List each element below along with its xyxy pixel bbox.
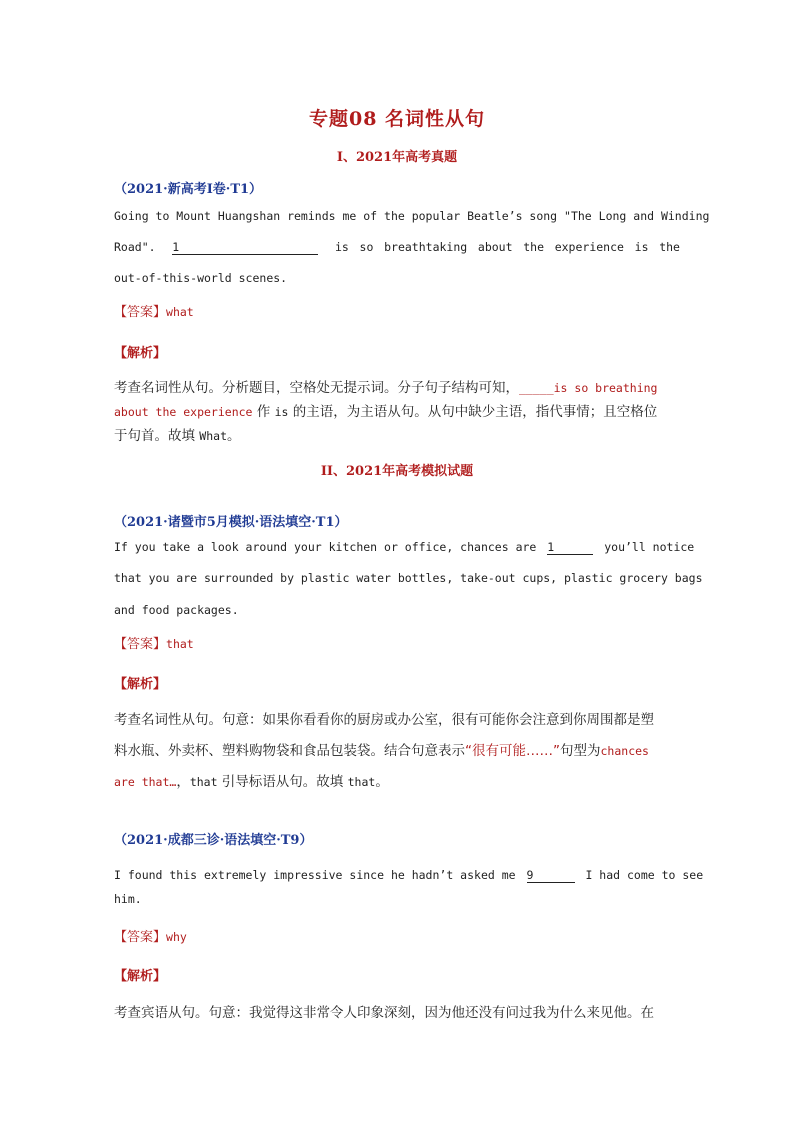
q1-line3: out-of-this-world scenes. xyxy=(114,271,288,285)
q1-source: （2021·新高考I卷·T1） xyxy=(114,182,263,197)
q2-analysis-text3b: 引导标语从句。故填 xyxy=(217,774,348,790)
q1-analysis-text3a: 于句首。故填 xyxy=(114,428,200,444)
q1-line1: Going to Mount Huangshan reminds me of the popular Beatle’s song "The Long and Winding xyxy=(114,209,710,223)
q1-analysis-red1: is so breathing xyxy=(553,381,658,395)
q2-answer-value: that xyxy=(166,637,194,651)
q3-line1-start: I found this extremely impressive since he hadn’t asked me xyxy=(114,868,516,882)
q1-analysis-what: What xyxy=(199,429,227,443)
q2-blank: 1 xyxy=(547,540,593,555)
q1-analysis-text1: 考查名词性从句。分析题目，空格处无提示词。分子句子结构可知， xyxy=(114,380,519,396)
q2-analysis-text3a: ， xyxy=(176,774,190,790)
q1-analysis-is: is xyxy=(274,405,289,419)
q1-line2-start: Road". xyxy=(114,240,156,254)
q1-answer xyxy=(114,301,194,320)
q2-analysis-are-that: are that… xyxy=(114,775,177,789)
q2-analysis-text3c: 。 xyxy=(375,774,389,790)
q2-line1-end: you’ll notice xyxy=(604,540,695,554)
q2-answer-label: 【答案】 xyxy=(114,637,167,652)
section-heading-2: II、2021年高考模拟试题 xyxy=(320,464,474,479)
page-title: 专题08 名词性从句 xyxy=(308,108,486,130)
q2-analysis-chances: chances xyxy=(600,744,649,758)
q2-analysis-label: 【解析】 xyxy=(114,677,167,692)
q1-analysis-text2b: 的主语，为主语从句。从句中缺少主语，指代事情；且空格位 xyxy=(288,404,658,420)
q3-analysis-label: 【解析】 xyxy=(114,969,167,984)
q1-analysis-label: 【解析】 xyxy=(114,346,167,361)
q3-blank: 9 xyxy=(527,868,575,883)
q3-line2: him. xyxy=(114,892,142,906)
q1-analysis-line1 xyxy=(114,376,657,396)
q2-answer xyxy=(114,633,194,652)
q3-answer-value: why xyxy=(166,930,187,944)
q2-analysis-line2 xyxy=(114,739,649,759)
q2-analysis-that: that xyxy=(189,775,218,789)
q1-line2-end: is so breathtaking about the experience is the xyxy=(334,240,680,254)
q3-analysis-line1: 考查宾语从句。句意：我觉得这非常令人印象深刻，因为他还没有问过我为什么来见他。在 xyxy=(114,1005,654,1021)
q1-analysis-line3 xyxy=(114,424,241,444)
q3-line1-end: I had come to see xyxy=(585,868,704,882)
q1-analysis-red2: about the experience xyxy=(114,405,253,419)
q1-answer-label: 【答案】 xyxy=(114,305,167,320)
q2-line1 xyxy=(114,540,695,555)
q2-analysis-text2a: 料水瓶、外卖杯、塑料购物袋和食品包装袋。结合句意表示 xyxy=(114,743,465,759)
q1-analysis-text3b: 。 xyxy=(227,428,241,444)
section-heading-1: I、2021年高考真题 xyxy=(336,150,458,165)
q3-source: （2021·成都三诊·语法填空·T9） xyxy=(114,833,313,848)
q2-line3: and food packages. xyxy=(114,603,239,617)
q3-line1 xyxy=(114,868,704,883)
q1-analysis-line2 xyxy=(114,400,657,420)
q2-analysis-red: “很有可能……” xyxy=(465,743,560,759)
q1-line2 xyxy=(114,240,680,255)
q3-answer xyxy=(114,926,187,945)
q1-blank: 1 xyxy=(172,240,318,255)
q2-source: （2021·诸暨市5月模拟·语法填空·T1） xyxy=(114,515,348,530)
q2-analysis-line1: 考查名词性从句。句意：如果你看看你的厨房或办公室，很有可能你会注意到你周围都是塑 xyxy=(114,712,654,728)
q2-analysis-that2: that xyxy=(347,775,376,789)
q1-answer-value: what xyxy=(166,305,194,319)
q1-analysis-blank: _____ xyxy=(519,381,554,395)
q2-analysis-line3 xyxy=(114,770,389,790)
q1-analysis-text2a: 作 xyxy=(252,404,275,420)
q2-analysis-text2b: 句型为 xyxy=(560,743,601,759)
q2-line1-start: If you take a look around your kitchen or office, chances are xyxy=(114,540,537,554)
q2-line2: that you are surrounded by plastic water bottles, take-out cups, plastic grocery bags xyxy=(114,571,703,585)
q3-answer-label: 【答案】 xyxy=(114,930,167,945)
